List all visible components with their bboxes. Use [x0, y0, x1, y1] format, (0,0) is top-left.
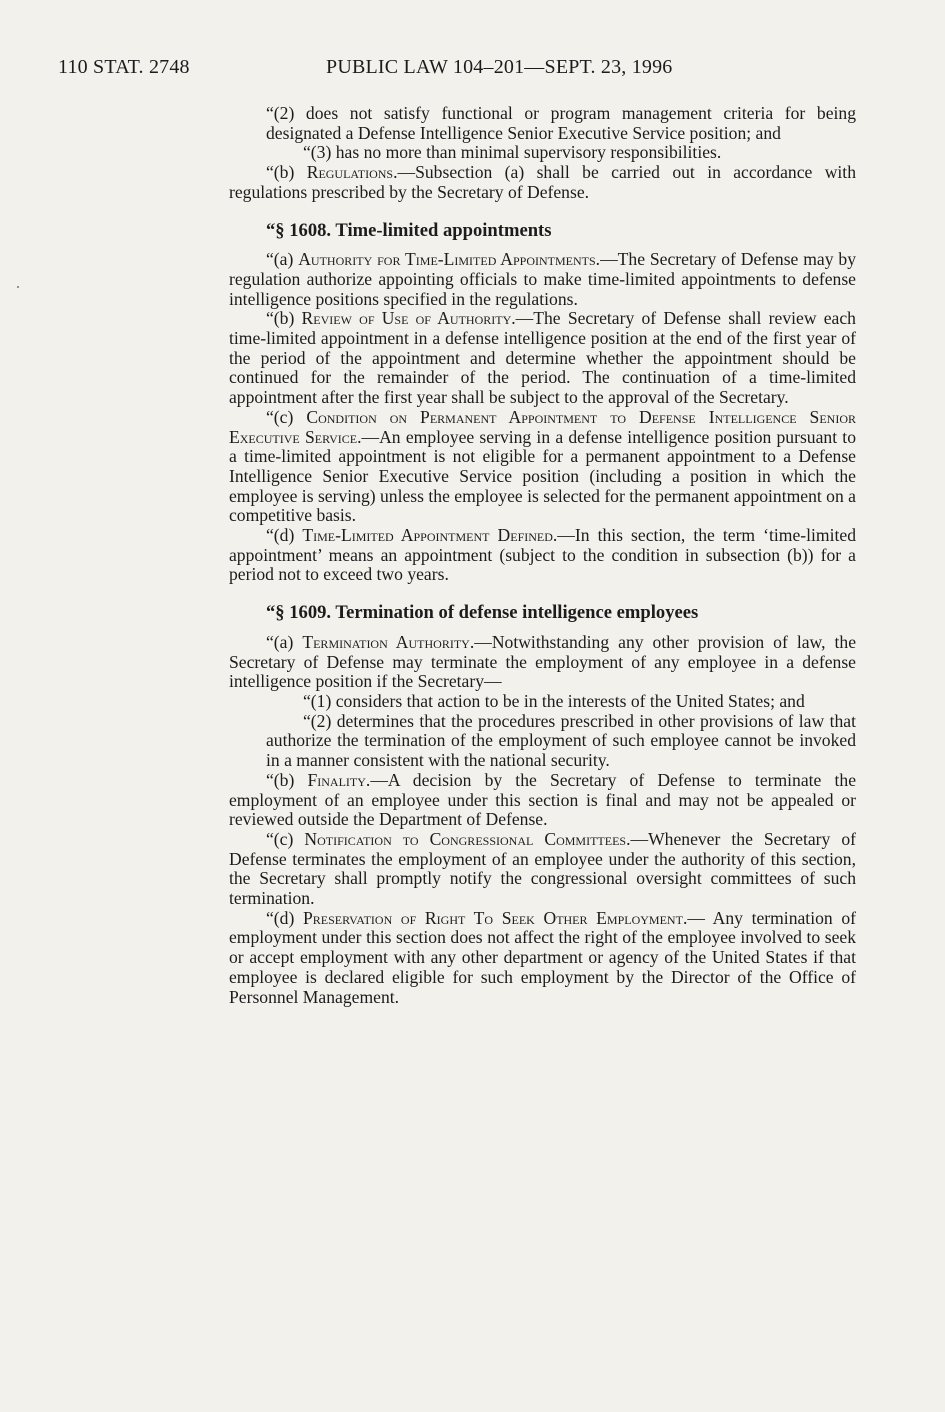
- s1609-subsection-c: [229, 830, 856, 909]
- subsection-text: .—Whenever the Secretary of Defense terminates the employment of an employee under the authority of this section, the Secretary shall promptly notify the congressional oversight committees of such termination.: [229, 828, 857, 909]
- subsection-lead: “(a): [266, 249, 299, 270]
- subsection-lead: “(c): [266, 828, 305, 849]
- subsection-text: .—Notwithstanding any other provision of law, the Secretary of Defense may terminate the employment of any employee in a defense intelligence position if the Secretary—: [229, 631, 857, 692]
- subsection-lead: “(d): [266, 525, 303, 546]
- subsection-text: .—The Secretary of Defense may by regulation authorize appointing officials to make time-limited appointments to defense intelligence positions specified in the regulations.: [229, 249, 857, 309]
- s1608-subsection-d: [229, 526, 856, 585]
- section-1608-heading: “§ 1608. Time-limited appointments: [266, 219, 552, 241]
- subsection-text: .—Subsection (a) shall be carried out in accordance with regulations prescribed by the Secretary of Defense.: [229, 162, 856, 202]
- subsection-text: .—An employee serving in a defense intelligence position pursuant to a time-limited appointment is not eligible for a permanent appointment to a Defense Intelligence Senior Executive Service position (including a position in which the employee is serving) unless the employee is selected for the permanent appointment on a competitive basis.: [229, 426, 856, 526]
- subsection-heading: Termination Authority: [302, 631, 470, 652]
- law-text: [229, 104, 856, 1007]
- item-3-text: “(3) has no more than minimal supervisory responsibilities.: [303, 142, 722, 163]
- subsection-lead: “(b): [266, 769, 308, 790]
- subsection-heading: Authority for Time-Limited Appointments: [298, 249, 596, 270]
- item-3-paragraph: [229, 143, 856, 163]
- scan-speck: [17, 286, 19, 288]
- item-2-text: “(2) does not satisfy functional or program management criteria for being designated a Defense Intelligence Senior Executive Service position; and: [266, 103, 856, 143]
- section-1609-heading: “§ 1609. Termination of defense intelligence employees: [266, 602, 699, 624]
- subsection-text: .—In this section, the term ‘time-limited appointment’ means an appointment (subject to the condition in subsection (b)) for a period not to exceed two years.: [229, 525, 856, 585]
- subsection-lead: “(b): [266, 162, 307, 183]
- s1608-subsection-c: [229, 408, 856, 526]
- subsection-lead: “(b): [266, 308, 302, 329]
- subsection-heading: Notification to Congressional Committees: [304, 828, 627, 849]
- s1609-subsection-b: [229, 771, 856, 830]
- s1608-subsection-a: [229, 250, 856, 309]
- subsection-lead: “(d): [266, 907, 303, 928]
- subsection-text: .—The Secretary of Defense shall review each time-limited appointment in a defense intelligence position at the end of the first year of the period of the appointment and determine whether the appointment should be continued for the remainder of the period. The continuation of a time-limited appointment after the first year shall be subject to the approval of the Secretary.: [229, 308, 856, 408]
- subsection-b-regulations: [229, 163, 856, 202]
- s1608-subsection-b: [229, 309, 856, 408]
- subsection-heading: Regulations: [306, 162, 394, 183]
- subsection-text: .—A decision by the Secretary of Defense to terminate the employment of an employee under this section is final and may not be appealed or reviewed outside the Department of Defense.: [229, 769, 857, 830]
- item-text: “(1) considers that action to be in the interests of the United States; and: [303, 690, 805, 711]
- item-2-paragraph: [229, 104, 856, 143]
- subsection-heading: Time-Limited Appointment Defined: [302, 525, 553, 546]
- subsection-heading: Condition on Permanent Appointment to Defense Intelligence Senior Executive Service: [229, 406, 857, 447]
- statute-page-number: 110 STAT. 2748: [58, 56, 190, 78]
- public-law-citation: PUBLIC LAW 104–201—SEPT. 23, 1996: [326, 56, 673, 78]
- subsection-lead: “(a): [266, 631, 303, 652]
- item-text: “(2) determines that the procedures prescribed in other provisions of law that authorize the termination of the employment of such employee cannot be invoked in a manner consistent with the national security.: [266, 710, 856, 771]
- subsection-text: .— Any termination of employment under this section does not affect the right of the employee involved to seek or accept employment with any other department or agency of the United States if that employee is declared eligible for such employment by the Director of the Office of Personnel Management.: [229, 907, 856, 1007]
- s1609-subsection-a: [229, 633, 856, 692]
- subsection-heading: Review of Use of Authority: [301, 308, 512, 329]
- s1609-item-2: [266, 712, 856, 771]
- s1609-item-1: [266, 692, 856, 712]
- s1609-subsection-d: [229, 909, 856, 1008]
- subsection-heading: Preservation of Right To Seek Other Employment: [302, 907, 683, 928]
- subsection-lead: “(c): [266, 406, 307, 427]
- subsection-heading: Finality: [307, 769, 366, 790]
